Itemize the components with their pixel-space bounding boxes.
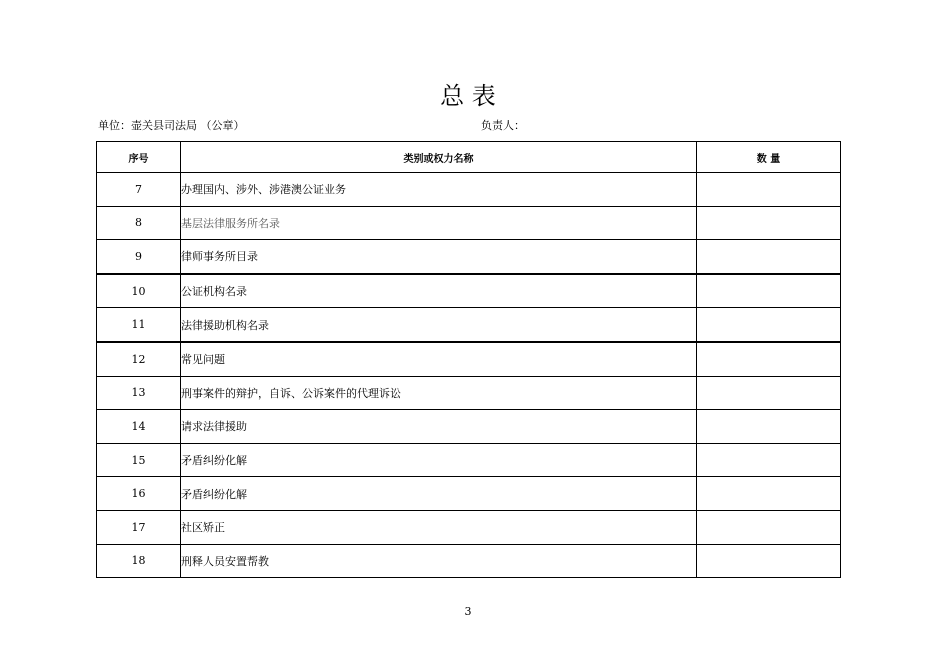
table-row	[97, 544, 841, 578]
row-name: 办理国内、涉外、涉港澳公证业务	[181, 173, 697, 207]
row-no: 7	[97, 173, 181, 207]
page-title: 总 表	[440, 82, 496, 110]
table-row	[97, 308, 841, 342]
row-no: 9	[97, 240, 181, 274]
header-no: 序号	[97, 142, 181, 173]
row-qty	[697, 410, 841, 444]
table-row	[97, 510, 841, 544]
row-no: 11	[97, 308, 181, 342]
unit-label: 单位：壶关县司法局 （公章）	[98, 119, 245, 132]
table-row	[97, 477, 841, 511]
row-qty	[697, 342, 841, 376]
row-qty	[697, 173, 841, 207]
row-qty	[697, 376, 841, 410]
row-qty	[697, 544, 841, 578]
table-row	[97, 342, 841, 376]
row-no: 17	[97, 510, 181, 544]
row-name: 矛盾纠纷化解	[181, 443, 697, 477]
row-name: 刑释人员安置帮教	[181, 544, 697, 578]
header-name: 类别或权力名称	[181, 142, 697, 173]
table-row	[97, 173, 841, 207]
row-name: 矛盾纠纷化解	[181, 477, 697, 511]
row-qty	[697, 477, 841, 511]
table-row	[97, 206, 841, 240]
row-name: 社区矫正	[181, 510, 697, 544]
row-no: 15	[97, 443, 181, 477]
row-no: 14	[97, 410, 181, 444]
table-row	[97, 240, 841, 274]
row-no: 10	[97, 274, 181, 308]
row-name: 请求法律援助	[181, 410, 697, 444]
row-name: 刑事案件的辩护，自诉、公诉案件的代理诉讼	[181, 376, 697, 410]
row-qty	[697, 240, 841, 274]
row-qty	[697, 308, 841, 342]
row-no: 8	[97, 206, 181, 240]
row-qty	[697, 443, 841, 477]
row-name: 律师事务所目录	[181, 240, 697, 274]
table-row	[97, 376, 841, 410]
table-header-row	[97, 142, 841, 173]
row-no: 18	[97, 544, 181, 578]
header-qty: 数 量	[697, 142, 841, 173]
table-row	[97, 443, 841, 477]
row-qty	[697, 206, 841, 240]
row-name: 法律援助机构名录	[181, 308, 697, 342]
row-no: 12	[97, 342, 181, 376]
row-qty	[697, 274, 841, 308]
row-name: 公证机构名录	[181, 274, 697, 308]
row-name: 基层法律服务所名录	[181, 206, 697, 240]
summary-table	[96, 141, 841, 578]
row-no: 16	[97, 477, 181, 511]
row-no: 13	[97, 376, 181, 410]
row-qty	[697, 510, 841, 544]
owner-label: 负责人：	[481, 119, 525, 132]
page-number: 3	[464, 605, 472, 618]
table-row	[97, 274, 841, 308]
row-name: 常见问题	[181, 342, 697, 376]
table-row	[97, 410, 841, 444]
